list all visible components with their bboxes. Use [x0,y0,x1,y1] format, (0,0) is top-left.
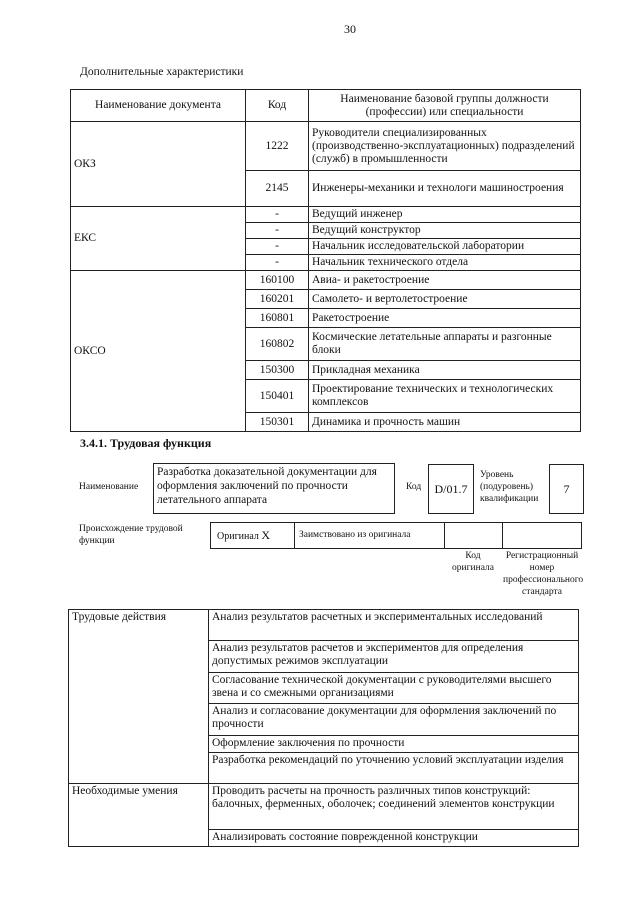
name-cell: Ведущий инженер [309,207,581,223]
name-cell: Ведущий конструктор [309,223,581,239]
skill-item: Проводить расчеты на прочность различных типов конструкций: балочных, ферменных, оболочек; соединений элементов конструкции [209,784,579,830]
table-row [71,207,581,223]
code-cell: 160802 [246,328,309,361]
origin-label: Происхождение трудовой функции [79,524,183,546]
actions-label: Трудовые действия [69,610,209,784]
characteristics-table [70,89,581,432]
action-item: Разработка рекомендаций по уточнению условий эксплуатации изделия [209,753,579,784]
table-row [71,122,581,171]
code-cell: - [246,255,309,271]
name-cell: Инженеры-механики и технологи машиностроения [309,171,581,207]
code-original-cell [445,523,503,548]
skill-item: Анализировать состояние поврежденной конструкции [209,830,579,847]
code-label: Код [406,482,422,492]
name-cell: Проектирование технических и технологических комплексов [309,380,581,413]
name-cell: Начальник технического отдела [309,255,581,271]
code-cell: 150401 [246,380,309,413]
table-row [71,271,581,290]
code-cell: 160201 [246,290,309,309]
name-cell: Руководители специализированных (производственно-эксплуатационных) подразделений (служб) в промышленности [309,122,581,171]
name-cell: Начальник исследовательской лаборатории [309,239,581,255]
level-box: 7 [549,464,584,514]
reg-number-cell [502,523,581,548]
name-label: Наименование [79,482,139,492]
function-name-box: Разработка доказательной документации для оформления заключений по прочности летательного аппарата [153,463,395,514]
code-cell: 1222 [246,122,309,171]
actions-skills-table [68,609,579,847]
skills-label: Необходимые умения [69,784,209,847]
doc-okso: ОКСО [71,271,246,432]
level-label: Уровень (подуровень) квалификации [480,470,539,504]
name-cell: Авиа- и ракетостроение [309,271,581,290]
header-code: Код [246,90,309,122]
code-cell: 150301 [246,413,309,432]
name-cell: Прикладная механика [309,361,581,380]
header-group-name: Наименование базовой группы должности (профессии) или специальности [309,90,581,122]
action-item: Анализ и согласование документации для оформления заключений по прочности [209,704,579,736]
origin-row [210,522,582,549]
borrowed-cell: Заимствовано из оригинала [295,523,445,548]
action-item: Согласование технической документации с руководителями высшего звена и со смежными организациями [209,673,579,704]
name-cell: Ракетостроение [309,309,581,328]
code-cell: 150300 [246,361,309,380]
action-item: Анализ результатов расчетных и экспериментальных исследований [209,610,579,641]
code-cell: - [246,223,309,239]
action-item: Оформление заключения по прочности [209,736,579,753]
original-cell [211,523,295,548]
name-cell: Космические летательные аппараты и разгонные блоки [309,328,581,361]
code-cell: 2145 [246,171,309,207]
original-label: Оригинал [217,531,259,542]
code-cell: 160801 [246,309,309,328]
code-original-label: Код оригинала [452,551,494,573]
function-code-box: D/01.7 [428,464,474,514]
section-title: Дополнительные характеристики [80,66,244,78]
code-cell: - [246,239,309,255]
name-cell: Динамика и прочность машин [309,413,581,432]
function-title: 3.4.1. Трудовая функция [80,436,212,450]
page-number: 30 [344,22,356,36]
doc-eks: ЕКС [71,207,246,271]
code-cell: - [246,207,309,223]
doc-okz: ОКЗ [71,122,246,207]
reg-number-label: Регистрационный номер профессионального стандарта [503,551,584,597]
header-document: Наименование документа [71,90,246,122]
table-row [69,610,579,641]
table-header-row [71,90,581,122]
original-mark: X [261,528,271,542]
table-row [69,784,579,830]
name-cell: Самолето- и вертолетостроение [309,290,581,309]
action-item: Анализ результатов расчетов и экспериментов для определения допустимых режимов эксплуатации [209,641,579,673]
code-cell: 160100 [246,271,309,290]
